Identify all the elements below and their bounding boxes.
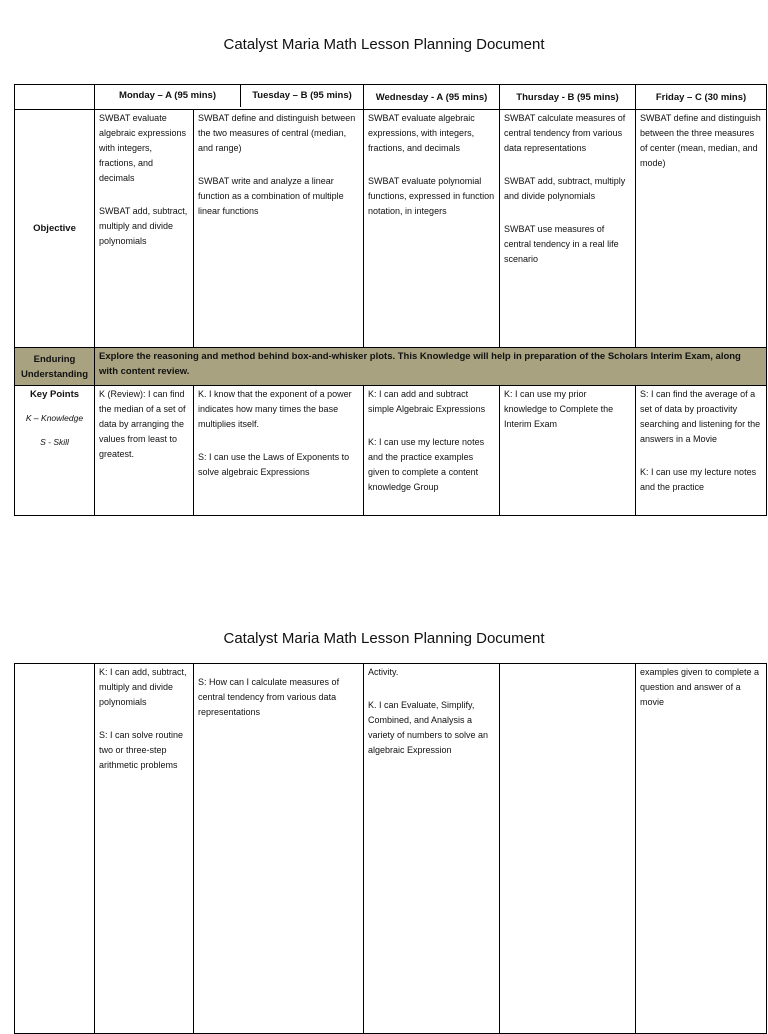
- row-label-enduring: Enduring Understanding: [15, 348, 95, 386]
- enduring-row: [15, 348, 767, 386]
- keypoints-monday: K (Review): I can find the median of a set of data by arranging the values from least to greatest.: [95, 386, 194, 516]
- lesson-plan-table-continued: [14, 663, 767, 1034]
- header-tuesday: Tuesday – B (95 mins): [252, 90, 352, 101]
- continued-thursday: [500, 664, 636, 1034]
- header-row: [15, 85, 767, 110]
- label-skill: S - Skill: [40, 437, 69, 447]
- label-knowledge: K – Knowledge: [25, 413, 84, 423]
- header-wednesday: Wednesday - A (95 mins): [364, 85, 500, 110]
- objective-monday: SWBAT evaluate algebraic expressions with integers, fractions, and decimals SWBAT add, subtract, multiply and divide polynomials: [95, 110, 194, 348]
- objective-tuesday: SWBAT define and distinguish between the two measures of central (median, and range) SWBAT write and analyze a linear function as a combination of multiple linear functions: [194, 110, 364, 348]
- continued-label-cell: [15, 664, 95, 1034]
- continued-wednesday: Activity. K. I can Evaluate, Simplify, Combined, and Analysis a variety of numbers to solve an algebraic Expression: [364, 664, 500, 1034]
- keypoints-friday: S: I can find the average of a set of data by proactivity searching and listening for the answers in a Movie K: I can use my lecture notes and the practice: [636, 386, 767, 516]
- keypoints-wednesday: K: I can add and subtract simple Algebraic Expressions K: I can use my lecture notes and the practice examples given to complete a content knowledge Group: [364, 386, 500, 516]
- objective-row: [15, 110, 767, 348]
- lesson-plan-table: [14, 84, 767, 516]
- continued-friday: examples given to complete a question and answer of a movie: [636, 664, 767, 1034]
- enduring-understanding-text: Explore the reasoning and method behind box-and-whisker plots. This Knowledge will help in preparation of the Scholars Interim Exam, along with content review.: [95, 348, 767, 386]
- keypoints-tuesday: K. I know that the exponent of a power indicates how many times the base multiplies itself. S: I can use the Laws of Exponents to solve algebraic Expressions: [194, 386, 364, 516]
- header-monday: Monday – A (95 mins): [95, 85, 241, 107]
- empty-corner-cell: [15, 85, 95, 110]
- objective-thursday: SWBAT calculate measures of central tendency from various data representations SWBAT add, subtract, multiply and divide polynomials SWBAT use measures of central tendency in a real life scenario: [500, 110, 636, 348]
- keypoints-row: [15, 386, 767, 516]
- header-thursday: Thursday - B (95 mins): [500, 85, 636, 110]
- page-title-2: Catalyst Maria Math Lesson Planning Document: [223, 630, 545, 647]
- continued-monday: K: I can add, subtract, multiply and divide polynomials S: I can solve routine two or three-step arithmetic problems: [95, 664, 194, 1034]
- objective-wednesday: SWBAT evaluate algebraic expressions, with integers, fractions, and decimals SWBAT evaluate polynomial functions, expressed in function notation, in integers: [364, 110, 500, 348]
- keypoints-thursday: K: I can use my prior knowledge to Complete the Interim Exam: [500, 386, 636, 516]
- row-label-keypoints: Key Points K – Knowledge S - Skill: [15, 386, 95, 516]
- page-title: Catalyst Maria Math Lesson Planning Document: [223, 36, 545, 53]
- continued-tuesday: S: How can I calculate measures of central tendency from various data representations: [194, 664, 364, 1034]
- row-label-objective: Objective: [15, 110, 95, 348]
- continued-row: [15, 664, 767, 1034]
- objective-friday: SWBAT define and distinguish between the three measures of center (mean, median, and mode): [636, 110, 767, 348]
- header-friday: Friday – C (30 mins): [636, 85, 767, 110]
